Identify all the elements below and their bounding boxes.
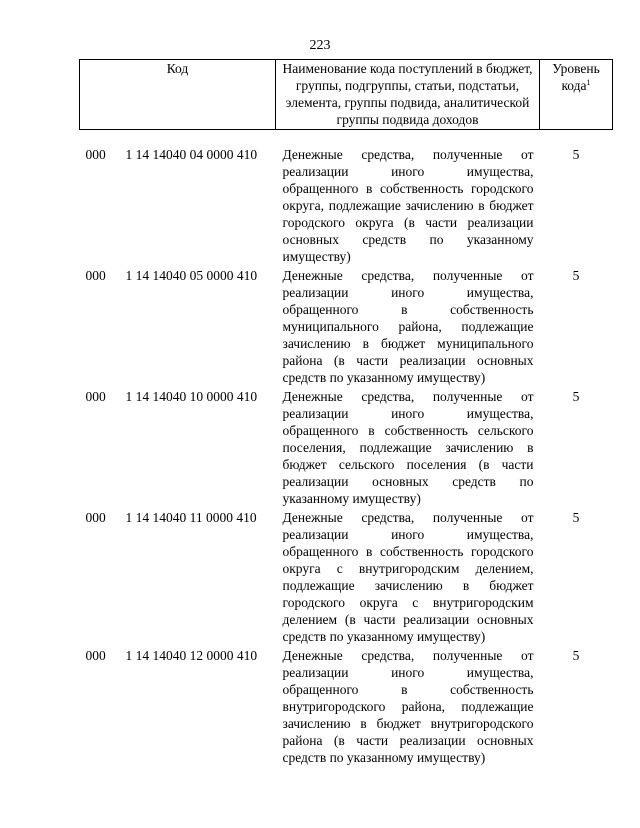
table-row: [80, 645, 613, 766]
revenue-name-cell: Денежные средства, полученные от реализации иного имущества, обращенного в собственность городского округа, подлежащие зачислению в бюджет городского округа (в части реализации основных средств по указанному имуществу): [282, 147, 534, 264]
code-level-cell: 5: [572, 648, 580, 663]
revenue-name-cell: Денежные средства, полученные от реализации иного имущества, обращенного в собственность городского округа с внутригородским делением, подлежащие зачислению в бюджет городского округа с внутригородским делением (в части реализации основных средств по указанному имуществу): [282, 510, 534, 644]
table-row: [80, 386, 613, 507]
table-row: [80, 507, 613, 645]
page-number: 223: [309, 38, 331, 53]
table-header-row: [80, 60, 613, 130]
admin-code-cell: 000: [85, 510, 106, 525]
code-level-cell: 5: [572, 510, 580, 525]
revenue-code-cell: 1 14 14040 10 0000 410: [125, 389, 258, 404]
header-level-label: Уровень кода: [552, 61, 600, 93]
revenue-code-cell: 1 14 14040 05 0000 410: [125, 268, 258, 283]
revenue-code-cell: 1 14 14040 04 0000 410: [125, 147, 258, 162]
header-level: [540, 60, 613, 130]
revenue-name-cell: Денежные средства, полученные от реализации иного имущества, обращенного в собственность внутригородского района, подлежащие зачислению в бюджет внутригородского района (в части реализации основных средств по указанному имуществу): [282, 648, 534, 765]
header-code: Код: [80, 60, 276, 130]
admin-code-cell: 000: [85, 147, 106, 162]
revenue-codes-table: [79, 59, 613, 766]
revenue-name-cell: Денежные средства, полученные от реализации иного имущества, обращенного в собственность сельского поселения, подлежащие зачислению в бюджет сельского поселения (в части реализации основных средств по указанному имуществу): [282, 389, 534, 506]
footnote-marker: 1: [586, 78, 591, 87]
header-name: Наименование кода поступлений в бюджет, группы, подгруппы, статьи, подстатьи, элемента, группы подвида, аналитической группы подвида доходов: [276, 60, 540, 130]
code-level-cell: 5: [572, 268, 580, 283]
admin-code-cell: 000: [85, 268, 106, 283]
admin-code-cell: 000: [85, 648, 106, 663]
revenue-name-cell: Денежные средства, полученные от реализации иного имущества, обращенного в собственность муниципального района, подлежащие зачислению в бюджет муниципального района (в части реализации основных средств по указанному имуществу): [282, 268, 534, 385]
revenue-code-cell: 1 14 14040 11 0000 410: [125, 510, 257, 525]
code-level-cell: 5: [572, 389, 580, 404]
revenue-code-cell: 1 14 14040 12 0000 410: [125, 648, 258, 663]
code-level-cell: 5: [572, 147, 580, 162]
table-row: [80, 144, 613, 265]
admin-code-cell: 000: [85, 389, 106, 404]
table-row: [80, 265, 613, 386]
